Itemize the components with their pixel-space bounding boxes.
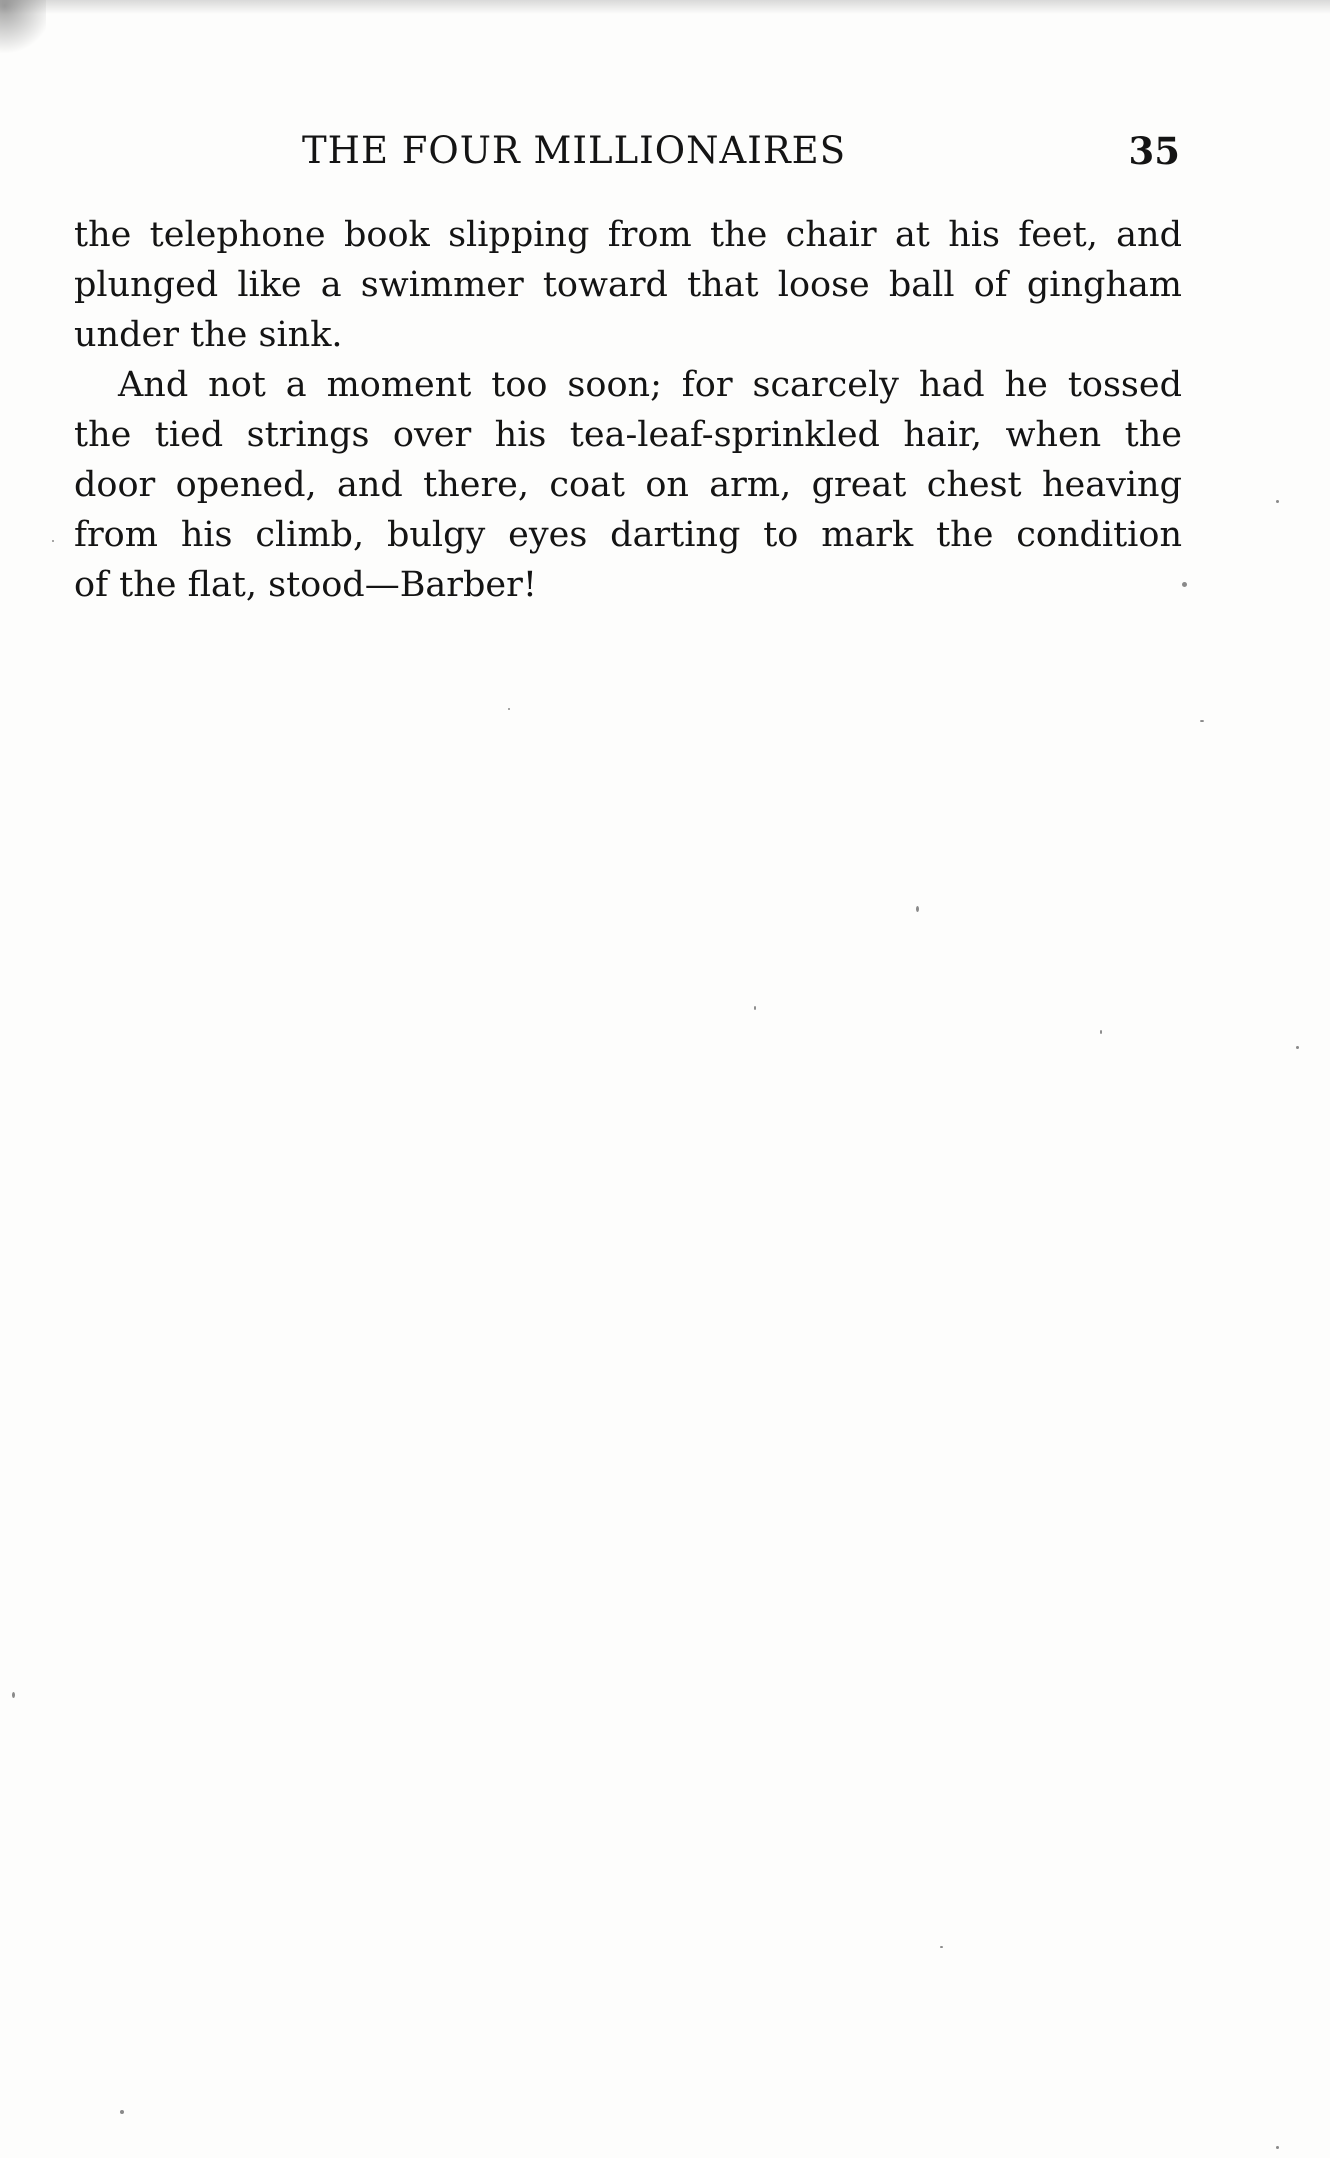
scan-speck [12, 1692, 15, 1698]
scan-speck [52, 540, 54, 542]
scan-speck [1276, 2146, 1279, 2149]
text-line: from his climb, bulgy eyes darting to mark the condition [74, 515, 1182, 555]
scan-speck [1200, 720, 1204, 722]
scan-speck [940, 1946, 943, 1948]
text-line: door opened, and there, coat on arm, great chest heaving [74, 465, 1182, 505]
body-text [74, 210, 1182, 610]
scan-corner-smudge [0, 0, 46, 60]
scan-edge-noise [0, 0, 1330, 14]
text-line: And not a moment too soon; for scarcely had he tossed [118, 365, 1182, 405]
scan-speck [754, 1006, 756, 1010]
scan-speck [1296, 1046, 1299, 1049]
text-line: the telephone book slipping from the chair at his feet, and [74, 215, 1182, 255]
page-header [74, 126, 1180, 176]
scan-speck [1100, 1030, 1102, 1034]
scan-speck [120, 2110, 124, 2114]
running-title: THE FOUR MILLIONAIRES [302, 129, 847, 172]
page-number: 35 [1128, 129, 1180, 173]
text-line: of the flat, stood—Barber! [74, 565, 537, 605]
scan-speck [1276, 500, 1279, 503]
scan-speck [508, 708, 510, 710]
text-line: the tied strings over his tea-leaf-sprinkled hair, when the [74, 415, 1182, 455]
text-line: under the sink. [74, 315, 343, 355]
scan-speck [1182, 582, 1187, 587]
text-line: plunged like a swimmer toward that loose ball of gingham [74, 265, 1182, 305]
scan-speck [916, 906, 919, 912]
